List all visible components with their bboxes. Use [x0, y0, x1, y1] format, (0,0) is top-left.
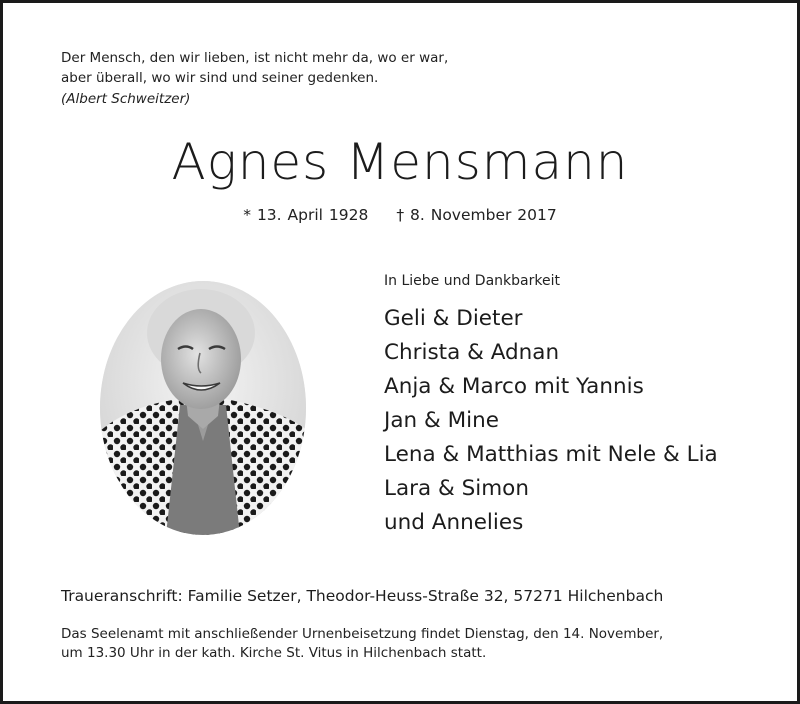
- list-item: Christa & Adnan: [384, 340, 560, 365]
- quote-author: (Albert Schweitzer): [61, 91, 191, 107]
- service-notice: [61, 625, 745, 663]
- service-line-1: Das Seelenamt mit anschließender Urnenbeisetzung findet Dienstag, den 14. November,: [61, 626, 664, 642]
- list-item: Geli & Dieter: [384, 306, 523, 331]
- death-date: † 8. November 2017: [396, 206, 557, 224]
- mourners-intro: In Liebe und Dankbarkeit: [384, 273, 560, 289]
- list-item: Jan & Mine: [384, 408, 499, 433]
- quote-block: [61, 48, 448, 109]
- birth-date: * 13. April 1928: [243, 206, 369, 224]
- quote-line-2: aber überall, wo wir sind und seiner gedenken.: [61, 70, 379, 86]
- quote-line-1: Der Mensch, den wir lieben, ist nicht mehr da, wo er war,: [61, 50, 449, 66]
- list-item: Anja & Marco mit Yannis: [384, 374, 644, 399]
- deceased-name: Agnes Mensmann: [171, 133, 629, 191]
- mourning-address: Traueranschrift: Familie Setzer, Theodor-Heuss-Straße 32, 57271 Hilchenbach: [61, 587, 664, 605]
- portrait-photo: [100, 281, 306, 535]
- life-dates: [3, 206, 797, 224]
- mourners-list: [384, 302, 718, 540]
- list-item: und Annelies: [384, 510, 524, 535]
- service-line-2: um 13.30 Uhr in der kath. Kirche St. Vitus in Hilchenbach statt.: [61, 645, 487, 661]
- list-item: Lara & Simon: [384, 476, 529, 501]
- list-item: Lena & Matthias mit Nele & Lia: [384, 442, 718, 467]
